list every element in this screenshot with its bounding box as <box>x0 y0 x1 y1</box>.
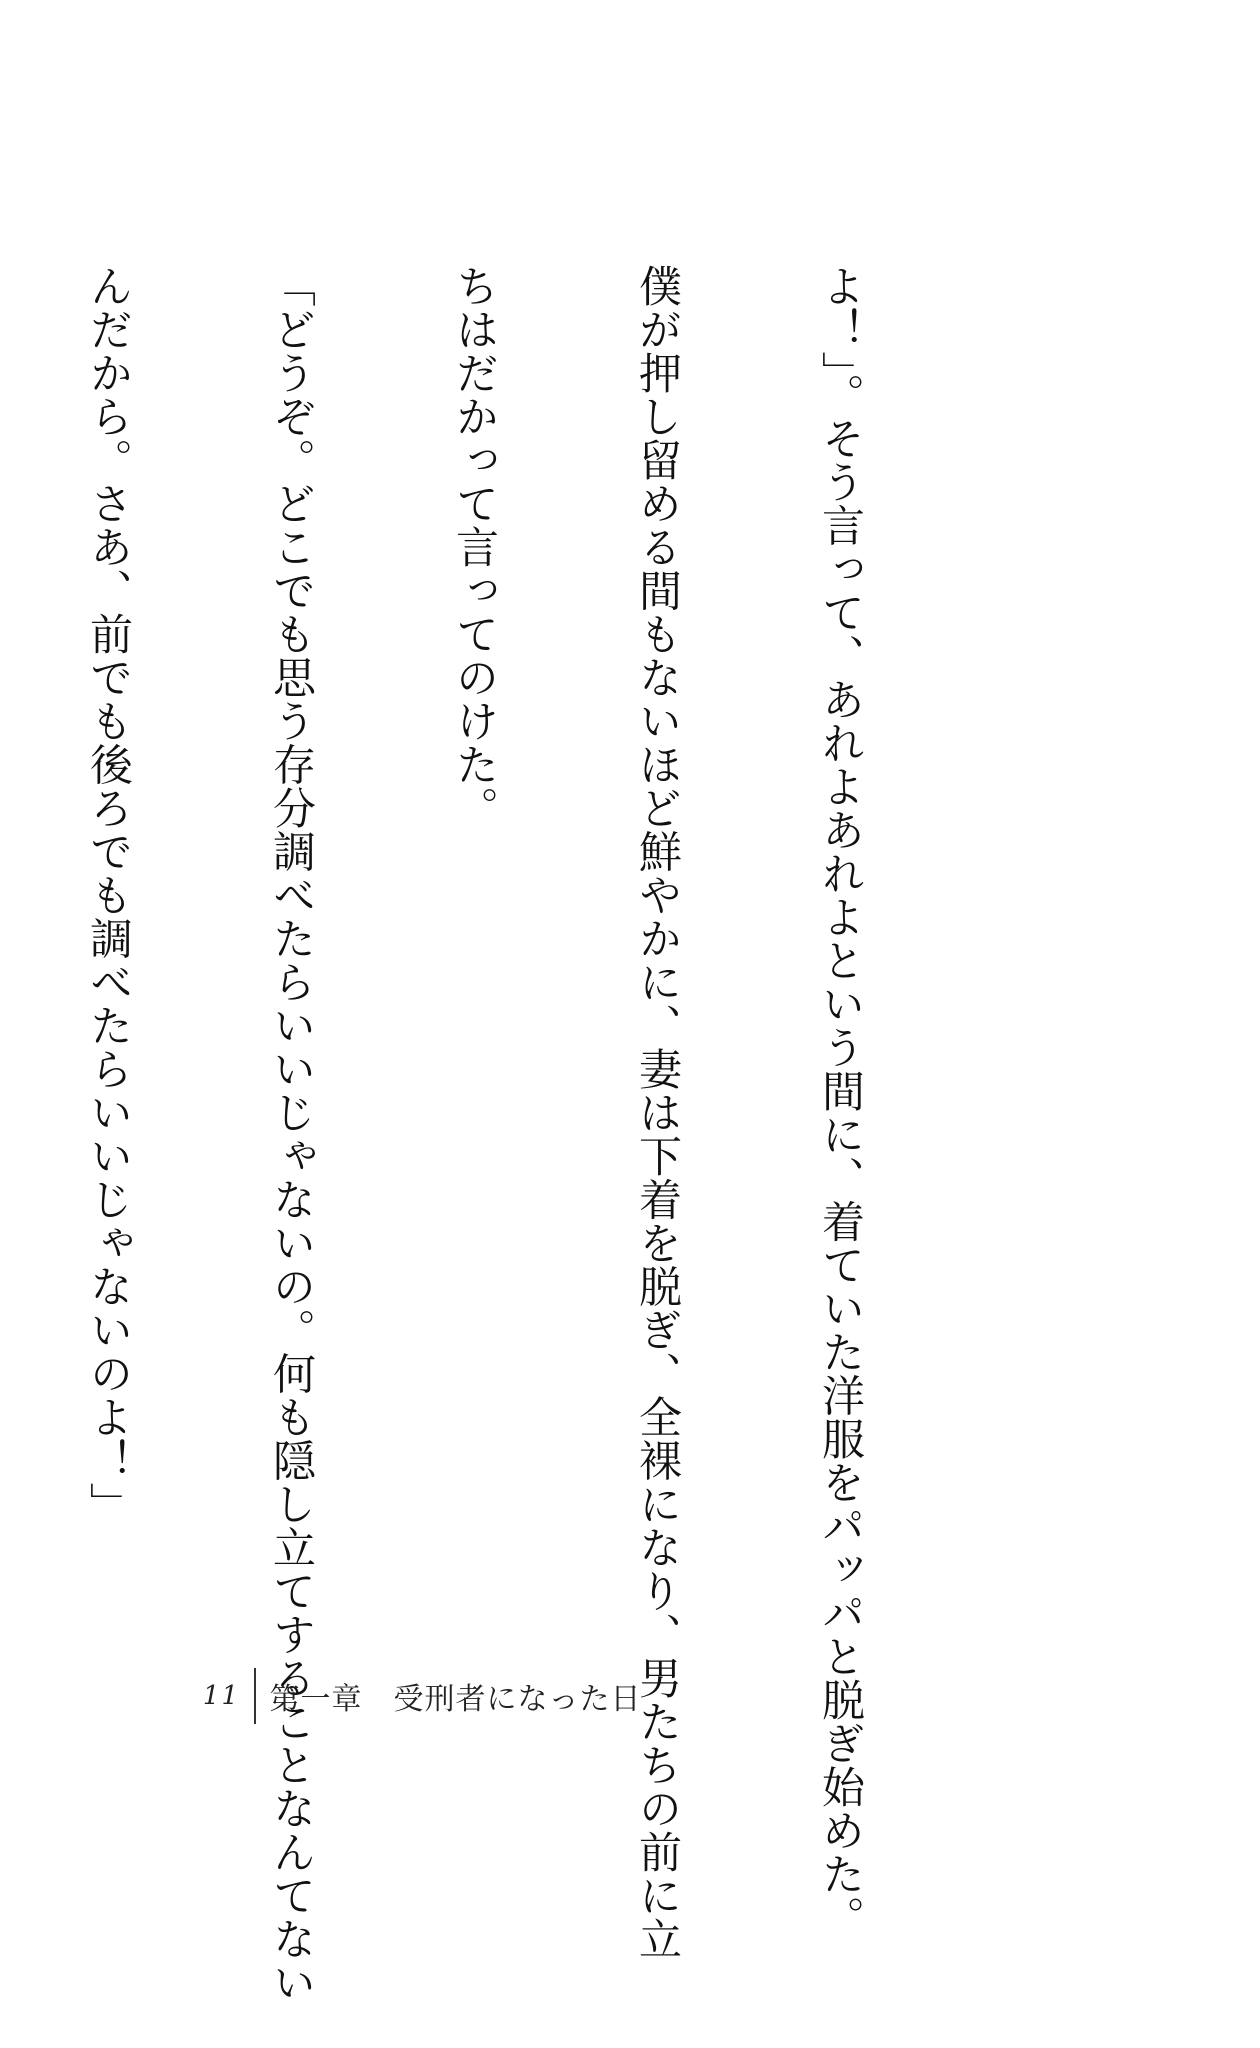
text-line: ちはだかって言ってのけた。 <box>449 264 499 830</box>
text-line: 僕が押し留める間もないほど鮮やかに、妻は下着を脱ぎ、全裸になり、男たちの前に立 <box>632 264 682 1961</box>
text-line: んだから。さあ、前でも後ろでも調べたらいいじゃないのよ！」 <box>83 264 133 1526</box>
page-footer <box>196 1668 642 1724</box>
chapter-title: 第一章 受刑者になった日 <box>269 1682 642 1717</box>
footer-divider <box>254 1668 256 1724</box>
text-line: 「どうぞ。どこでも思う存分調べたらいいじゃないの。何も隠し立てすることなんてない <box>266 264 316 2004</box>
text-line: よ！」。そう言って、あれよあれよという間に、着ていた洋服をパッパと脱ぎ始めた。 <box>815 264 865 1939</box>
page-number: 11 <box>202 1681 240 1711</box>
